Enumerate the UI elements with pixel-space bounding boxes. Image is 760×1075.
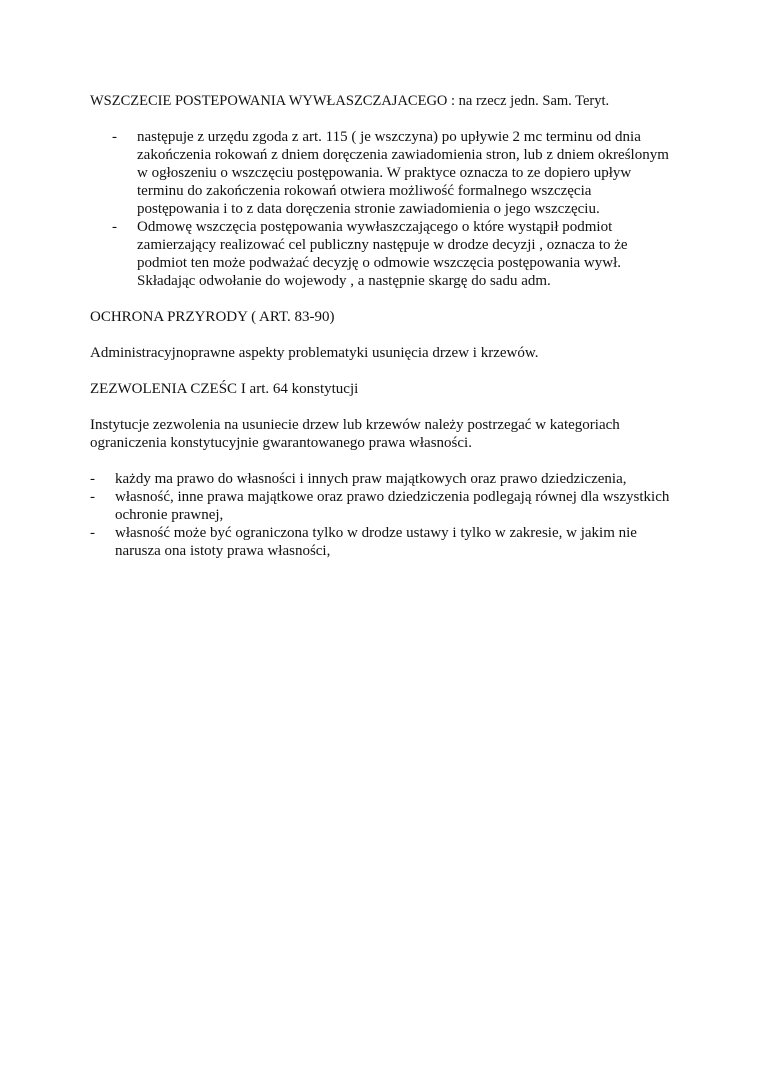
list-item-text: każdy ma prawo do własności i innych praw majątkowych oraz prawo dziedziczenia, bbox=[115, 471, 627, 487]
list-item-text: Odmowę wszczęcia postępowania wywłaszczającego o które wystąpił podmiot zamierzający realizować cel publiczny następuje w drodze decyzji , oznacza to że podmiot ten może podważać decyzję o odmowie wszczęcia postępowania wywł. Składając odwołanie do wojewody , a następnie skargę do sadu adm. bbox=[137, 219, 628, 289]
list-item bbox=[90, 488, 670, 524]
bullet-dash: - bbox=[90, 525, 95, 541]
ownership-list bbox=[90, 470, 670, 560]
list-item bbox=[90, 524, 670, 560]
document-body bbox=[90, 92, 670, 560]
bullet-dash: - bbox=[90, 471, 95, 487]
list-item bbox=[90, 218, 670, 290]
list-item-text: własność może być ograniczona tylko w drodze ustawy i tylko w zakresie, w jakim nie narusza ona istoty prawa własności, bbox=[115, 525, 637, 559]
list-item bbox=[90, 128, 670, 218]
bullet-dash: - bbox=[112, 129, 117, 145]
heading-expropriation: WSZCZECIE POSTEPOWANIA WYWŁASZCZAJACEGO : na rzecz jedn. Sam. Teryt. bbox=[90, 93, 610, 109]
heading-permits: ZEZWOLENIA CZEŚC I art. 64 konstytucji bbox=[90, 381, 359, 397]
list-item-text: następuje z urzędu zgoda z art. 115 ( je wszczyna) po upływie 2 mc terminu od dnia zakończenia rokowań z dniem doręczenia zawiadomienia stron, lub z dniem określonym w ogłoszeniu o wszczęciu postępowania. W praktyce oznacza to ze dopiero upływ terminu do zakończenia rokowań otwiera możliwość formalnego wszczęcia postępowania i to z data doręczenia stronie zawiadomienia o jego wszczęciu. bbox=[137, 129, 669, 217]
list-item bbox=[90, 470, 670, 488]
bullet-dash: - bbox=[112, 219, 117, 235]
paragraph-aspects: Administracyjnoprawne aspekty problematyki usunięcia drzew i krzewów. bbox=[90, 345, 539, 361]
expropriation-list bbox=[90, 128, 670, 290]
list-item-text: własność, inne prawa majątkowe oraz prawo dziedziczenia podlegają równej dla wszystkich ochronie prawnej, bbox=[115, 489, 670, 523]
bullet-dash: - bbox=[90, 489, 95, 505]
heading-nature-protection: OCHRONA PRZYRODY ( ART. 83-90) bbox=[90, 309, 335, 325]
paragraph-permit-institution: Instytucje zezwolenia na usuniecie drzew lub krzewów należy postrzegać w kategoriach ograniczenia konstytucyjnie gwarantowanego prawa własności. bbox=[90, 417, 620, 451]
